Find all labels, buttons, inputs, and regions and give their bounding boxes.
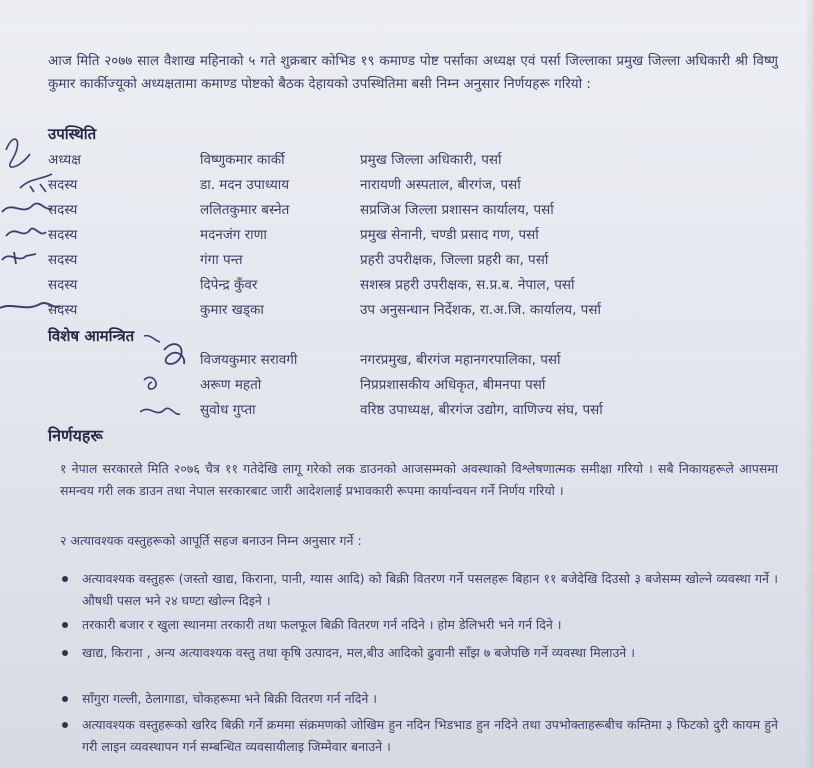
bullet-dot bbox=[62, 722, 68, 728]
member-role: सदस्य bbox=[48, 202, 78, 218]
member-name: गंगा पन्त bbox=[200, 252, 243, 268]
bullet-text: साँगुरा गल्ली, ठेलागाडा, चोकहरूमा भने बिक्री वितरण गर्न नदिने । bbox=[82, 691, 378, 706]
bullet-dot bbox=[62, 622, 68, 628]
signature-marks bbox=[0, 120, 90, 330]
intro-paragraph: आज मिति २०७७ साल वैशाख महिनाको ५ गते शुक्रबार कोभिड १९ कमाण्ड पोष्ट पर्साका अध्यक्ष एवं पर्सा जिल्लाका प्रमुख जिल्ला अधिकारी श्री विष्णु कुमार कार्कीज्यूको अध्यक्षतामा कमाण्ड पोष्टको बैठक देहायको उपस्थितिमा बसी निम्न अनुसार निर्णयहरू गरियो : bbox=[48, 53, 778, 92]
decision-bullet bbox=[60, 642, 778, 664]
member-office: उप अनुसन्धान निर्देशक, रा.अ.जि. कार्यालय, पर्सा bbox=[360, 302, 601, 318]
decisions-heading: निर्णयहरू bbox=[48, 426, 103, 445]
page-edge-shadow bbox=[804, 0, 814, 768]
member-office: सप्रजिअ जिल्ला प्रशासन कार्यालय, पर्सा bbox=[360, 202, 554, 218]
member-office: प्रमुख सेनानी, चण्डी प्रसाद गण, पर्सा bbox=[360, 227, 539, 243]
invitee-name: विजयकुमार सरावगी bbox=[200, 352, 298, 368]
member-role: सदस्य bbox=[48, 252, 78, 268]
member-name: मदनजंग राणा bbox=[200, 227, 267, 243]
bullet-text: तरकारी बजार र खुला स्थानमा तरकारी तथा फलफूल बिक्री वितरण गर्न नदिने । होम डेलिभरी भने गर्न दिने । bbox=[82, 617, 562, 632]
member-name: डा. मदन उपाध्याय bbox=[200, 177, 290, 193]
bullet-text: अत्यावश्यक वस्तुहरूको खरिद बिक्री गर्ने क्रममा संक्रमणको जोखिम हुन नदिन भिडभाड हुन नदिने तथा उपभोक्ताहरूबीच कम्तिमा ३ फिटको दुरी कायम हुने गरी लाइन व्यवस्थापन गर्न सम्बन्धित व्यवसायीलाइ जिम्मेवार बनाउने । bbox=[82, 717, 778, 754]
member-role: सदस्य bbox=[48, 302, 78, 318]
bullet-dot bbox=[62, 650, 68, 656]
decision-2: २ अत्यावश्यक वस्तुहरूको आपूर्ति सहज बनाउन निम्न अनुसार गर्ने : bbox=[60, 533, 362, 548]
bullet-text: अत्यावश्यक वस्तुहरू (जस्तो खाद्य, किराना, पानी, ग्यास आदि) को बिक्री वितरण गर्ने पसलहरू बिहान ११ बजेदेखि दिउसो ३ बजेसम्म खोल्ने व्यवस्था गर्ने । औषधी पसल भने २४ घण्टा खोल्न दिइने । bbox=[82, 571, 778, 608]
bullet-dot bbox=[62, 696, 68, 702]
member-office: सशस्त्र प्रहरी उपरीक्षक, स.प्र.ब. नेपाल, पर्सा bbox=[360, 277, 575, 293]
invitee-office: वरिष्ठ उपाध्यक्ष, बीरगंज उद्योग, वाणिज्य संघ, पर्सा bbox=[360, 402, 603, 418]
member-role: सदस्य bbox=[48, 177, 78, 193]
member-name: दिपेन्द्र कुँवर bbox=[200, 277, 258, 293]
member-name: विष्णुकमार कार्की bbox=[200, 152, 285, 168]
member-role: सदस्य bbox=[48, 277, 78, 293]
attendance-heading: उपस्थिति bbox=[48, 125, 97, 143]
invitee-office: नगरप्रमुख, बीरगंज महानगरपालिका, पर्सा bbox=[360, 352, 561, 368]
invitee-office: निप्रप्रशासकीय अधिकृत, बीमनपा पर्सा bbox=[360, 377, 546, 393]
member-role: सदस्य bbox=[48, 227, 78, 243]
member-office: प्रहरी उपरीक्षक, जिल्ला प्रहरी का, पर्सा bbox=[360, 252, 549, 268]
invitee-name: अरूण महतो bbox=[200, 377, 262, 393]
member-name: कुमार खड्का bbox=[200, 302, 264, 318]
member-name: ललितकुमार बस्नेत bbox=[200, 202, 290, 218]
bullet-text: खाद्य, किराना , अन्य अत्यावश्यक वस्तु तथा कृषि उत्पादन, मल,बीउ आदिको ढुवानी साँझ ७ बजेपछि गर्ने व्यवस्था मिलाउने । bbox=[82, 645, 635, 660]
bullet-dot bbox=[62, 576, 68, 582]
invitee-name: सुवोध गुप्ता bbox=[200, 402, 256, 418]
member-office: नारायणी अस्पताल, बीरगंज, पर्सा bbox=[360, 177, 521, 193]
invitees-heading: विशेष आमन्त्रित bbox=[48, 327, 135, 345]
decision-1: १ नेपाल सरकारले मिति २०७६ चैत्र ११ गतेदेखि लागू गरेको लक डाउनको आजसम्मको अवस्थाको विश्लेषणात्मक समीक्षा गरियो । सबै निकायहरूले आपसमा समन्वय गरी लक डाउन तथा नेपाल सरकारबाट जारी आदेशलाई प्रभावकारी रूपमा कार्यान्वयन गर्ने निर्णय गरियो । bbox=[60, 461, 778, 498]
member-office: प्रमुख जिल्ला अधिकारी, पर्सा bbox=[360, 152, 502, 168]
decision-bullet bbox=[60, 614, 778, 636]
member-role: अध्यक्ष bbox=[48, 152, 81, 168]
decision-bullet bbox=[60, 688, 778, 710]
decision-bullet bbox=[60, 568, 778, 612]
decision-bullet bbox=[60, 714, 778, 758]
